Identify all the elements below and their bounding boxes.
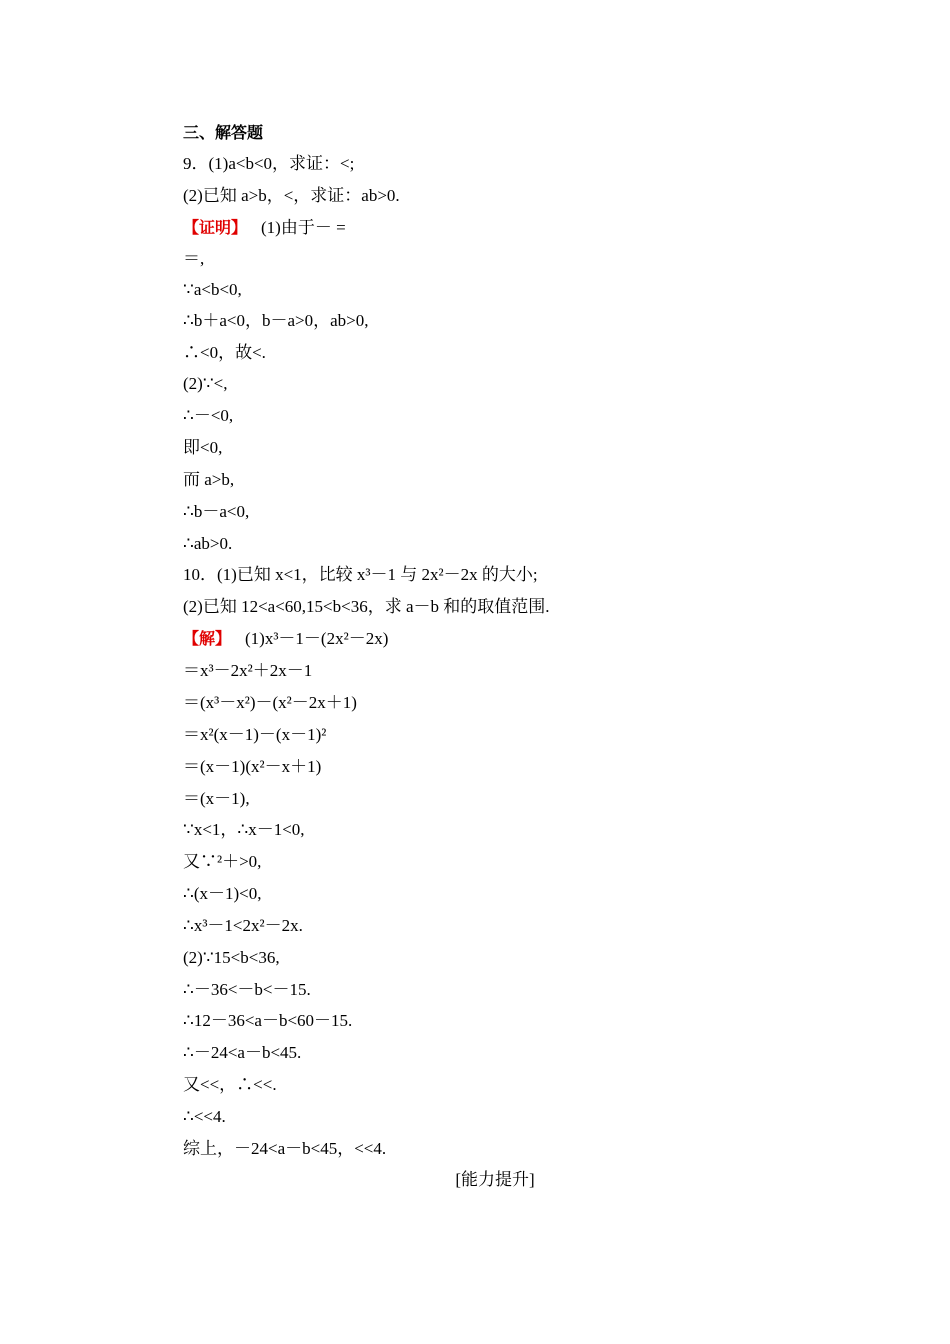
- proof-9-first-text: (1)由于－ =: [261, 218, 346, 237]
- solution-10-step: ＝x²(x－1)－(x－1)²: [183, 725, 327, 744]
- proof-tag: 【证明】: [183, 218, 248, 237]
- solution-10-step: ＝(x－1),: [183, 789, 250, 808]
- solution-10-step: ＝(x－1)(x²－x＋1): [183, 757, 322, 776]
- solution-10-step: ∴<<4.: [183, 1107, 226, 1126]
- proof-9-step: ∴b＋a<0，b－a>0，ab>0,: [183, 311, 369, 330]
- solution-tag: 【解】: [183, 629, 232, 648]
- solution-10-first-line: [183, 628, 388, 650]
- solution-10-step: ∴x³－1<2x²－2x.: [183, 916, 303, 935]
- proof-9-step: (2)∵<,: [183, 374, 228, 393]
- solution-10-step: (2)∵15<b<36,: [183, 948, 280, 967]
- proof-9-step: ∴<0，故<.: [183, 343, 266, 362]
- proof-9-step: ∴b－a<0,: [183, 502, 250, 521]
- question-10-part-2: (2)已知 12<a<60,15<b<36，求 a－b 和的取值范围.: [183, 597, 550, 616]
- solution-10-step: ∴(x－1)<0,: [183, 884, 262, 903]
- question-10-part-1: 10．(1)已知 x<1，比较 x³－1 与 2x²－2x 的大小;: [183, 565, 538, 584]
- proof-9-step: 即<0,: [183, 438, 223, 457]
- solution-10-step: ＝x³－2x²＋2x－1: [183, 661, 313, 680]
- proof-9-step: ∴－<0,: [183, 406, 234, 425]
- proof-9-step: 而 a>b,: [183, 470, 235, 489]
- proof-9-step: ∴ab>0.: [183, 534, 233, 553]
- solution-10-step: ＝(x³－x²)－(x²－2x＋1): [183, 693, 357, 712]
- solution-10-step: ∵x<1，∴x－1<0,: [183, 820, 305, 839]
- solution-10-step: ∴－36<－b<－15.: [183, 980, 311, 999]
- proof-9-step: ∵a<b<0,: [183, 280, 242, 299]
- section-heading: 三、解答题: [183, 123, 264, 142]
- solution-10-step: ∴－24<a－b<45.: [183, 1043, 302, 1062]
- question-9-part-2: (2)已知 a>b，<，求证：ab>0.: [183, 186, 400, 205]
- solution-10-step: 又<<，∴<<.: [183, 1075, 277, 1094]
- solution-10-step: 又∵²＋>0,: [183, 852, 262, 871]
- solution-10-step: 综上，－24<a－b<45，<<4.: [183, 1139, 387, 1158]
- question-9-part-1: 9．(1)a<b<0，求证：<;: [183, 154, 355, 173]
- solution-10-first-text: (1)x³－1－(2x²－2x): [245, 629, 389, 648]
- solution-10-step: ∴12－36<a－b<60－15.: [183, 1011, 353, 1030]
- proof-9-first-line: [183, 217, 346, 239]
- proof-9-step: ＝,: [183, 249, 205, 268]
- section-footer-label: [能力提升]: [455, 1170, 535, 1189]
